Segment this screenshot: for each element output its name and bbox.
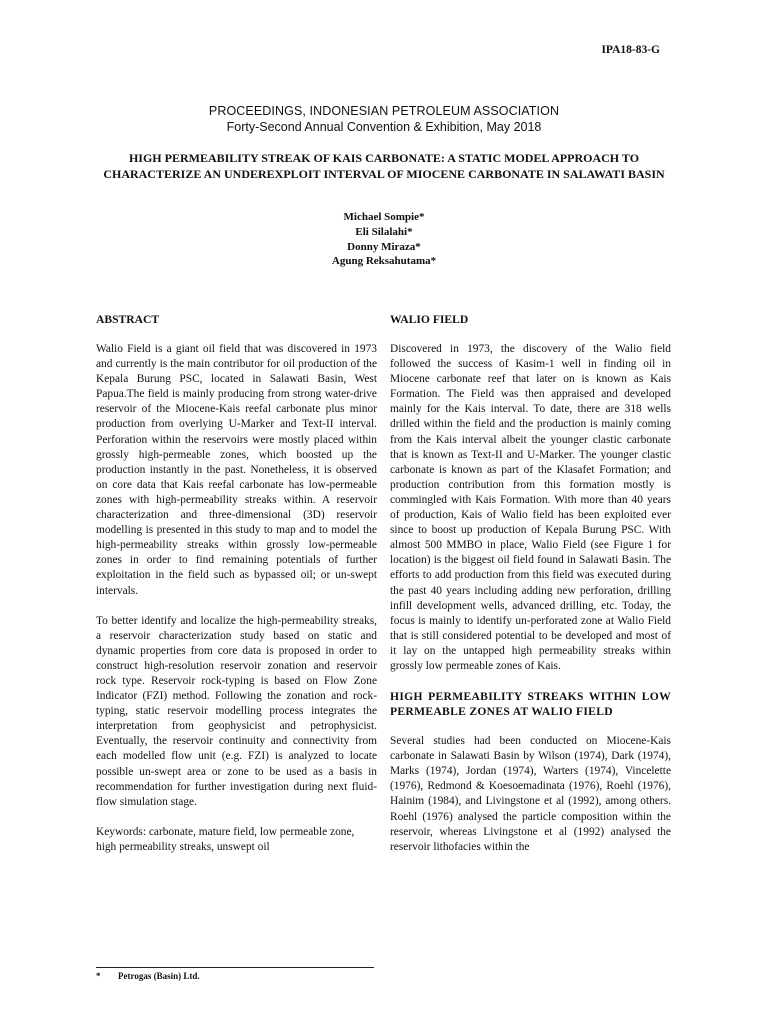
author: Donny Miraza* bbox=[347, 240, 421, 253]
author-list bbox=[0, 210, 768, 269]
paper-id: IPA18-83-G bbox=[601, 44, 660, 56]
author: Eli Silalahi* bbox=[355, 225, 413, 238]
abstract-paragraph: To better identify and localize the high-permeability streaks, a reservoir characterization study based on static and dynamic properties from core data is proposed in order to construct high-resolution reservoir zonation and reservoir rock type. Reservoir rock-typing is based on Flow Zone Indicator (FZI) method. Following the zonation and rock-typing, static reservoir modelling process integrates the interpretation from geophysicist and petrophysicist. Eventually, the reservoir continuity and connectivity from each modelled flow unit (e.g. FZI) is analyzed to locate possible un-swept area or zone to be used as a basis in recommendation for further investigation during next fluid-flow simulation stage. bbox=[96, 614, 377, 808]
convention-line: Forty-Second Annual Convention & Exhibition, May 2018 bbox=[226, 120, 542, 134]
footnote-divider bbox=[96, 967, 374, 968]
streaks-paragraph: Several studies had been conducted on Miocene-Kais carbonate in Salawati Basin by Wilson (1974), Dark (1974), Marks (1974), Jordan (1974), Warters (1974), Vincelette (1976), Redmond & Koesoemadinata (1976), Roehl (1976), Hainim (1984), and Livingstone et al (1992), among others. Roehl (1976) analysed the particle composition within the reservoir, whereas Livingstone et al (1992) analysed the reservoir lithofacies within the bbox=[390, 735, 671, 853]
right-column bbox=[390, 312, 671, 870]
author: Michael Sompie* bbox=[343, 211, 425, 223]
organization-line: PROCEEDINGS, INDONESIAN PETROLEUM ASSOCIATION bbox=[208, 104, 560, 118]
walio-field-paragraph: Discovered in 1973, the discovery of the Walio field followed the success of Kasim-1 well in finding oil in Miocene carbonate reef that later on is known as Kais Formation. The Field was then appraised and developed mainly for the Kais interval. To date, there are 318 wells drilled within the field and the production is mainly coming from the Kais interval albeit the younger clastic carbonate that is known as Text-II and U-Marker. The younger clastic carbonate is known as part of the Klasafet Formation; and production contribution from this formation mostly is commingled with Kais Formation. With more than 40 years of production, Kais of Walio field has been exploited ever since to boost up production of Kepala Burung PSC. With almost 500 MMBO in place, Walio Field (see Figure 1 for location) is the biggest oil field found in Salawati Basin. The efforts to add production from this field was executed during the past 40 years including adding new perforation, drilling infill development wells, advanced drilling, etc. Today, the focus is mainly to identify un-perforated zone at Walio Field that is still considered potential to be developed and most of it lay on the untapped high permeability streaks within grossly low permeable zones of Kais. bbox=[390, 343, 671, 672]
footnote-mark: * bbox=[96, 971, 101, 981]
left-column bbox=[96, 312, 377, 870]
abstract-paragraph: Walio Field is a giant oil field that was discovered in 1973 and currently is the main contributor for oil production of the Kepala Burung PSC, located in Salawati Basin, West Papua.The field is mainly producing from strong water-drive reservoir of the Miocene-Kais reefal carbonate plus minor production from overlying U-Marker and Text-II interval. Perforation within the reservoirs were mostly placed within grossly high-permeable zones, which boosted up the production instantly in the past. Nonetheless, it is observed on core data that Kais reefal carbonate has low-permeable zones with high-permeability streaks within. A reservoir characterization and three-dimensional (3D) reservoir modelling is presented in this study to map and to model the high-permeability streaks within grossly low-permeable zones in order to find remaining potentials of further exploitation in the field such as bypassed oil; or un-swept intervals. bbox=[96, 343, 377, 597]
paper-title: HIGH PERMEABILITY STREAK OF KAIS CARBONATE: A STATIC MODEL APPROACH TO CHARACTERIZE AN UNDEREXPLOIT INTERVAL OF MIOCENE CARBONATE IN SALAWATI BASIN bbox=[103, 151, 665, 181]
proceedings-header bbox=[0, 103, 768, 135]
author: Agung Reksahutama* bbox=[331, 255, 437, 268]
footnote-text: Petrogas (Basin) Ltd. bbox=[118, 971, 200, 981]
footnote bbox=[96, 971, 200, 981]
keywords: Keywords: carbonate, mature field, low permeable zone, high permeability streaks, unswept oil bbox=[96, 825, 355, 853]
abstract-heading: ABSTRACT bbox=[96, 313, 160, 326]
walio-field-heading: WALIO FIELD bbox=[390, 313, 469, 326]
streaks-heading: HIGH PERMEABILITY STREAKS WITHIN LOW PERMEABLE ZONES AT WALIO FIELD bbox=[390, 690, 671, 719]
